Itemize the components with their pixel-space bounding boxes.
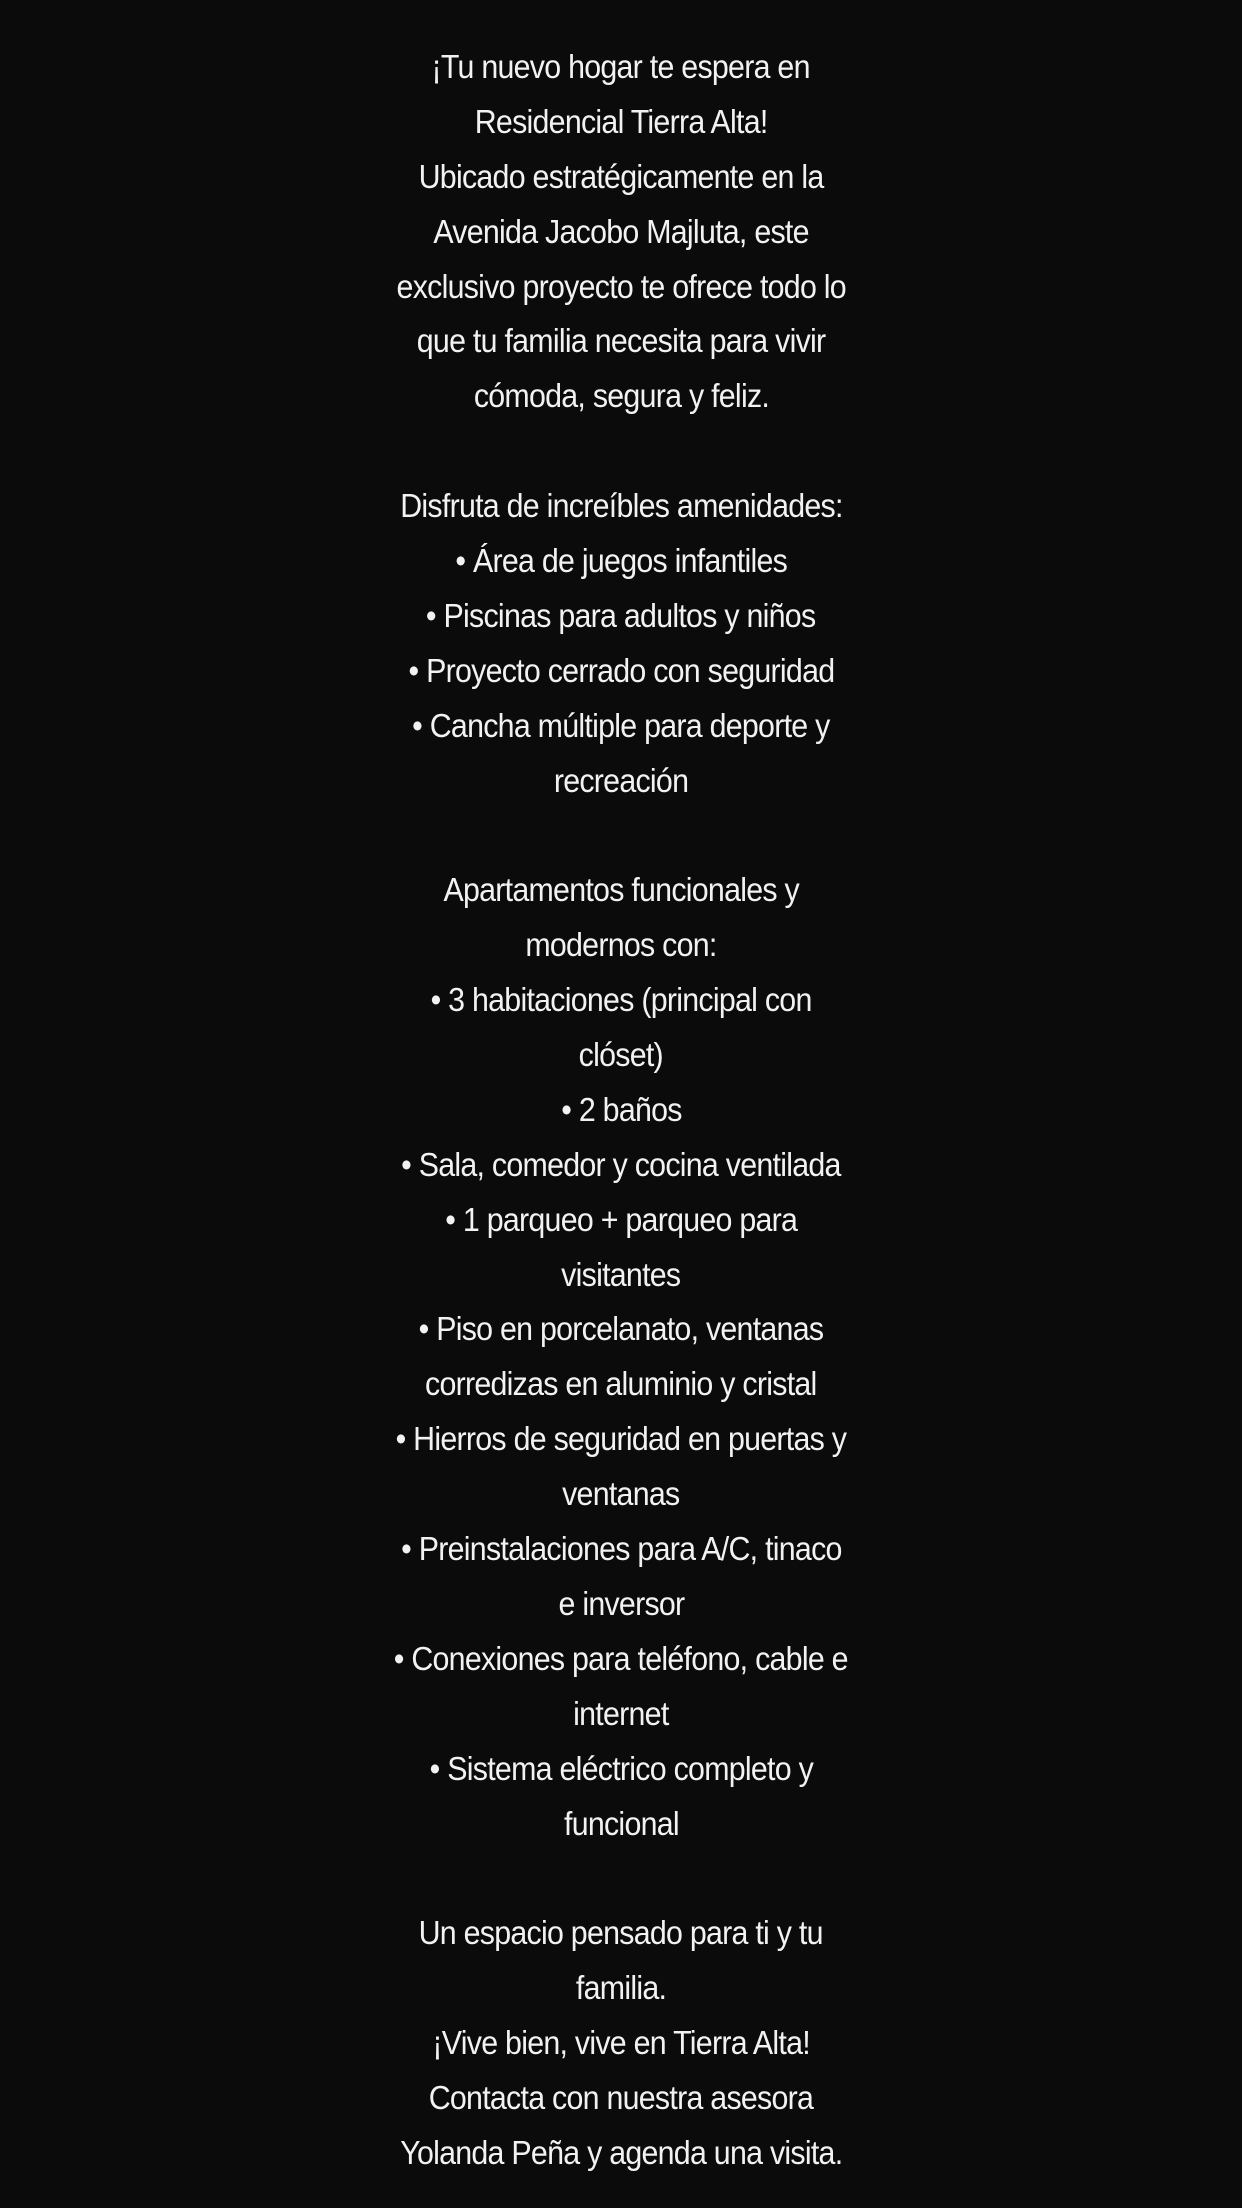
apartment-feature: • 1 parqueo + parqueo para — [445, 1200, 797, 1238]
closing-line: Un espacio pensado para ti y tu — [418, 1914, 824, 1952]
apartment-feature: e inversor — [558, 1584, 684, 1622]
amenity-item: • Piscinas para adultos y niños — [426, 596, 816, 634]
amenity-item: • Proyecto cerrado con seguridad — [408, 651, 834, 689]
apartment-feature: ventanas — [562, 1475, 680, 1513]
apartments-heading: Apartamentos funcionales y — [443, 871, 799, 909]
apartment-feature: • Sala, comedor y cocina ventilada — [401, 1145, 841, 1183]
amenity-item: • Área de juegos infantiles — [455, 542, 787, 580]
apartment-feature: • Preinstalaciones para A/C, tinaco — [400, 1530, 842, 1568]
amenity-item: recreación — [553, 761, 689, 799]
apartment-feature: internet — [573, 1694, 669, 1732]
intro-line: exclusivo proyecto te ofrece todo lo — [396, 267, 846, 305]
intro-line: Ubicado estratégicamente en la — [418, 157, 824, 195]
story-text-block — [0, 40, 1242, 2181]
apartments-heading: modernos con: — [525, 926, 717, 964]
apartment-feature: corredizas en aluminio y cristal — [425, 1365, 817, 1403]
intro-line: que tu familia necesita para vivir — [416, 322, 826, 360]
amenity-item: • Cancha múltiple para deporte y — [412, 706, 830, 744]
apartment-feature: funcional — [563, 1804, 679, 1842]
apartment-feature: • 3 habitaciones (principal con — [430, 981, 812, 1019]
intro-line: cómoda, segura y feliz. — [473, 377, 769, 415]
intro-line: ¡Tu nuevo hogar te espera en — [431, 48, 811, 85]
amenities-heading: Disfruta de increíbles amenidades: — [399, 487, 843, 525]
closing-line: Contacta con nuestra asesora — [428, 2078, 814, 2116]
closing-line: familia. — [575, 1969, 667, 2007]
apartment-feature: • Piso en porcelanato, ventanas — [418, 1310, 824, 1348]
intro-line: Residencial Tierra Alta! — [474, 102, 768, 140]
apartment-feature: • Sistema eléctrico completo y — [429, 1749, 813, 1787]
apartment-feature: • Conexiones para teléfono, cable e — [393, 1639, 849, 1677]
intro-line: Avenida Jacobo Majluta, este — [433, 212, 809, 250]
apartment-feature: • 2 baños — [560, 1090, 682, 1128]
apartment-feature: clóset) — [578, 1036, 664, 1074]
closing-line: ¡Vive bien, vive en Tierra Alta! — [432, 2024, 810, 2062]
apartment-feature: • Hierros de seguridad en puertas y — [395, 1420, 847, 1458]
closing-line: Yolanda Peña y agenda una visita. — [399, 2133, 843, 2171]
apartment-feature: visitantes — [561, 1255, 681, 1293]
